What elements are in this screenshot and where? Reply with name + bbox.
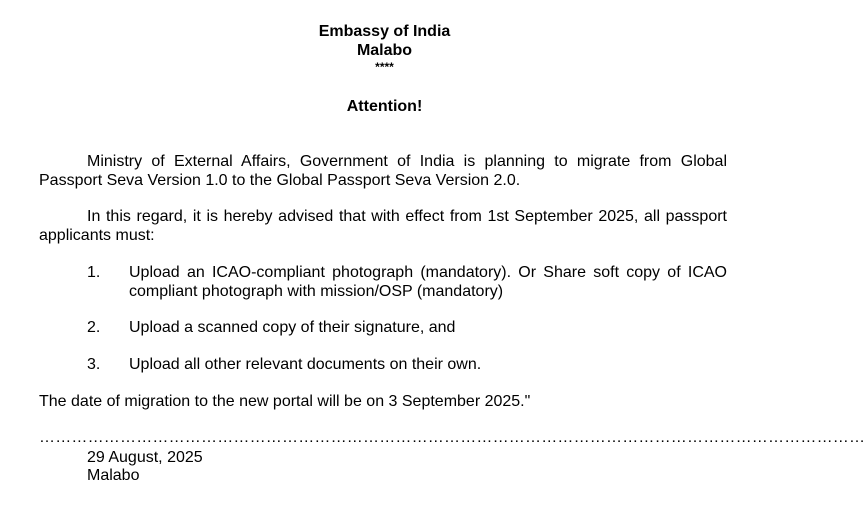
notice-date: 29 August, 2025 (87, 449, 203, 466)
list-item-documents (39, 355, 727, 374)
list-text: Upload a scanned copy of their signature, and (129, 319, 456, 336)
attention-heading: Attention! (346, 98, 423, 115)
migration-date-statement: The date of migration to the new portal will be on 3 September 2025." (39, 393, 531, 410)
intro-paragraph: Ministry of External Affairs, Government of India is planning to migrate from Global Passport Seva Version 1.0 to the Global Passport Seva Version 2.0. (39, 153, 727, 189)
list-number: 2. (87, 319, 101, 336)
advisory-paragraph: In this regard, it is hereby advised that with effect from 1st September 2025, all passport applicants must: (39, 208, 727, 244)
list-item-photograph (39, 263, 727, 301)
embassy-name: Embassy of India (318, 23, 451, 40)
list-number: 3. (87, 356, 101, 373)
list-item-signature (39, 318, 727, 337)
list-number: 1. (87, 264, 101, 281)
header-separator: **** (375, 60, 394, 74)
embassy-city: Malabo (356, 42, 413, 59)
notice-place: Malabo (87, 467, 140, 484)
dotted-divider: ……………………………………………………………………………………………………………………………………… (39, 429, 865, 446)
list-text: Upload all other relevant documents on their own. (129, 356, 482, 373)
list-text: Upload an ICAO-compliant photograph (mandatory). Or Share soft copy of ICAO compliant photograph with mission/OSP (mandatory) (129, 264, 727, 300)
